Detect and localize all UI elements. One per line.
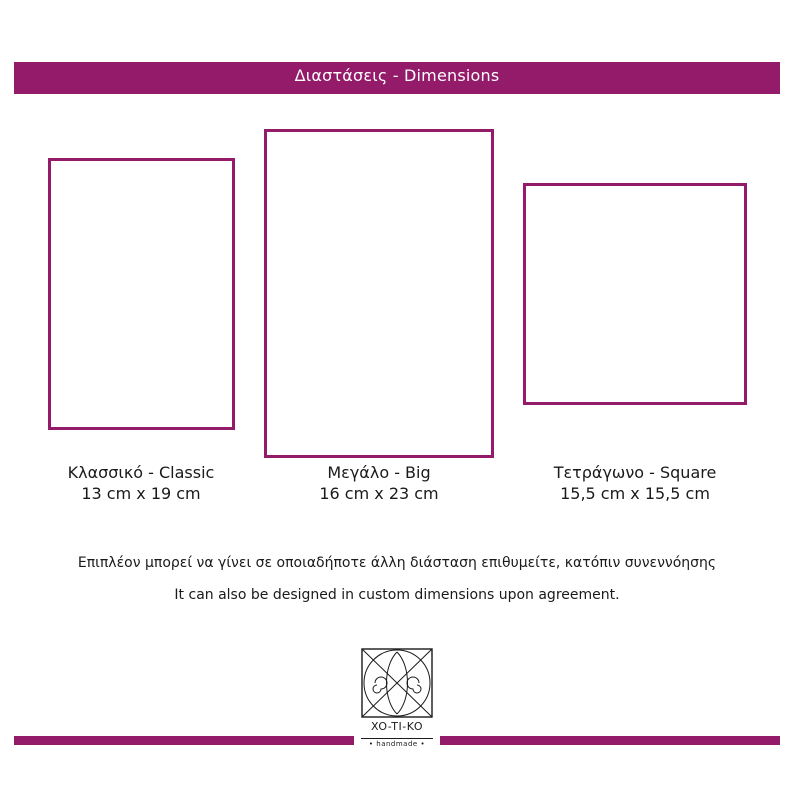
frame-square [523,183,747,405]
footer-line-right [440,736,780,745]
logo-emblem-icon [361,648,433,718]
size-dimensions-classic: 13 cm x 19 cm [81,484,201,503]
size-label-square [515,462,755,504]
size-name-classic: Κλασσικό - Classic [67,463,215,482]
custom-size-note-greek: Επιπλέον μπορεί να γίνει σε οποιαδήποτε άλλη διάσταση επιθυμείτε, κατόπιν συνεννόησης [77,555,717,571]
logo-name: XO-TI-KO [371,720,423,733]
size-label-classic [30,462,252,504]
logo-tagline: • handmade • [361,738,433,748]
page-title: Διαστάσεις - Dimensions [294,66,500,85]
brand-logo [359,648,435,756]
footer-line-left [14,736,354,745]
size-dimensions-square: 15,5 cm x 15,5 cm [560,484,710,503]
custom-size-note-english: It can also be designed in custom dimensions upon agreement. [174,587,620,603]
header-bar [14,62,780,94]
frame-classic [48,158,235,430]
size-name-big: Μεγάλο - Big [327,463,431,482]
size-dimensions-big: 16 cm x 23 cm [319,484,439,503]
size-name-square: Τετράγωνο - Square [553,463,717,482]
size-label-big [269,462,489,504]
frame-big [264,129,494,458]
